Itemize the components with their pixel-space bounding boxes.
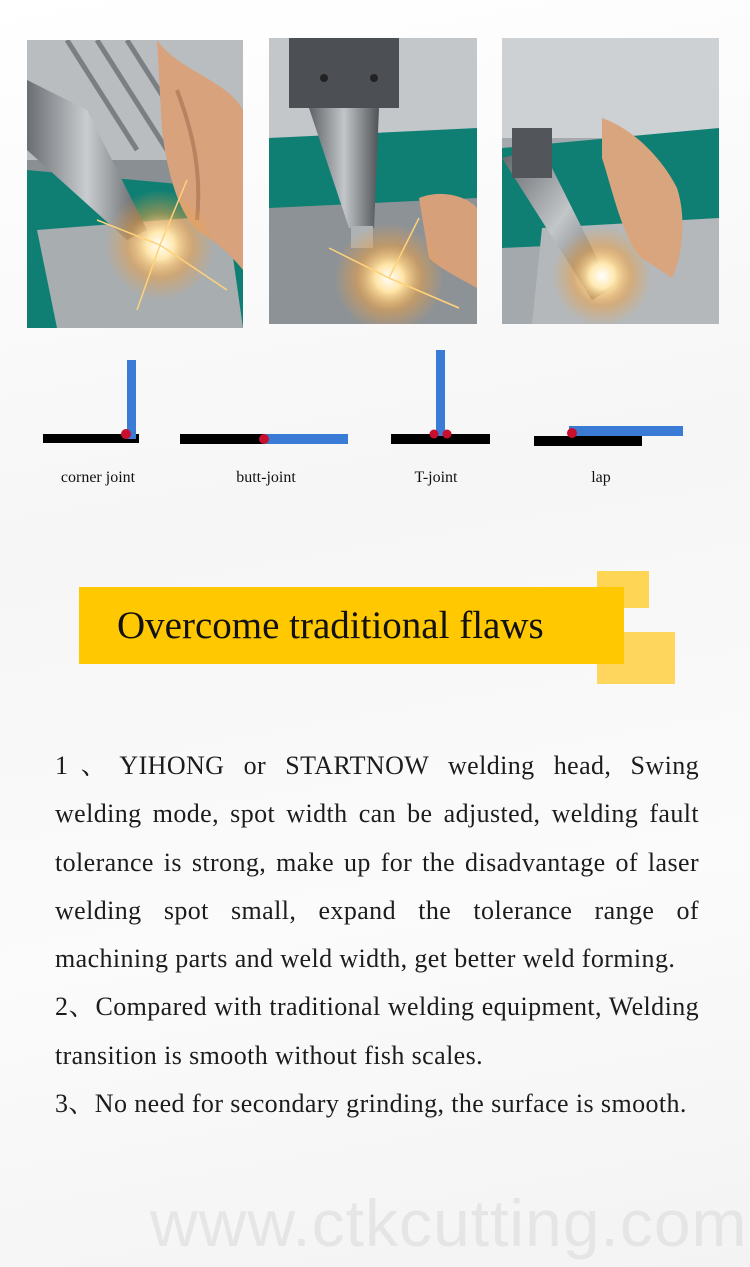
t-joint-label: T-joint: [414, 469, 458, 486]
corner-joint-blue-plate: [127, 360, 136, 439]
butt-joint-blue-plate: [264, 434, 348, 444]
watermark: www.ctkcutting.com: [150, 1186, 748, 1260]
lap-joint-weld: [567, 428, 577, 438]
lap-joint-black-plate: [534, 436, 642, 446]
welding-photo-1: [27, 40, 243, 328]
t-joint-weld-left: [430, 430, 439, 439]
t-joint-diagram: [388, 348, 494, 448]
feature-item-3: 3、No need for secondary grinding, the surface is smooth.: [55, 1089, 687, 1119]
t-joint-weld-right: [443, 430, 452, 439]
butt-joint-black-plate: [180, 434, 264, 444]
lap-joint-diagram: [531, 420, 687, 450]
butt-joint-weld: [259, 434, 269, 444]
section-banner: [79, 587, 624, 664]
feature-list: [55, 742, 699, 1128]
butt-joint-diagram: [178, 425, 350, 450]
butt-joint-label: butt-joint: [236, 469, 296, 486]
t-joint-blue-plate: [436, 350, 445, 436]
feature-item-1: 1、YIHONG or STARTNOW welding head, Swing welding mode, spot width can be adjusted, welding fault tolerance is strong, make up for the disadvantage of laser welding spot small, expand the tolerance range of machining parts and weld width, get better weld forming.: [55, 751, 699, 974]
lap-joint-blue-plate: [569, 426, 683, 436]
corner-joint-label: corner joint: [60, 469, 136, 486]
welding-photo-3: [502, 38, 719, 324]
lap-joint-label: lap: [591, 469, 611, 486]
welding-photo-2: [269, 38, 477, 324]
corner-joint-diagram: [40, 358, 150, 448]
feature-item-2: 2、Compared with traditional welding equipment, Welding transition is smooth without fish scales.: [55, 992, 699, 1070]
banner-title: Overcome traditional flaws: [117, 604, 544, 647]
corner-joint-weld: [121, 429, 131, 439]
